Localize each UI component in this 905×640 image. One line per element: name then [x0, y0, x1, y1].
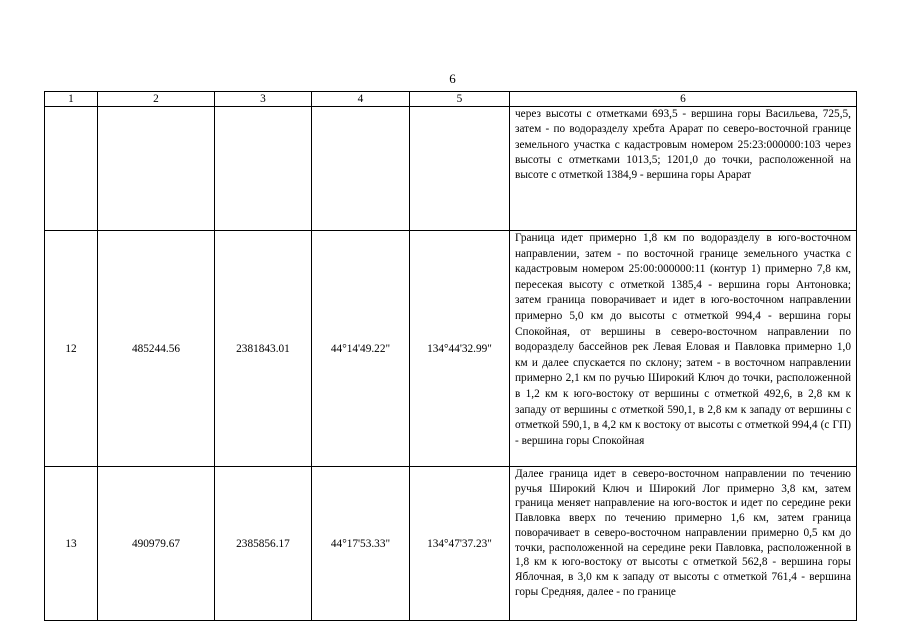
table-row [45, 467, 857, 621]
coordinate-x: 490979.67 [98, 467, 215, 621]
longitude: 134°44'32.99" [410, 231, 510, 467]
point-number: 12 [45, 231, 98, 467]
table-cell [45, 107, 98, 231]
latitude: 44°14'49.22" [312, 231, 410, 467]
coordinate-y: 2381843.01 [215, 231, 312, 467]
table-cell [215, 107, 312, 231]
column-header: 5 [410, 92, 510, 107]
table-cell [312, 107, 410, 231]
longitude: 134°47'37.23" [410, 467, 510, 621]
table-cell [98, 107, 215, 231]
column-header: 2 [98, 92, 215, 107]
column-header: 6 [510, 92, 857, 107]
boundary-coordinates-table [44, 91, 857, 621]
table-header-row [45, 92, 857, 107]
boundary-description: через высоты с отметками 693,5 - вершина горы Васильева, 725,5, затем - по водоразделу хребта Арарат по северо-восточной границе земельного участка с кадастровым номером 25:23:000000:103 через высоты с отметками 1013,5; 1201,0 до точки, расположенной на высоте с отметкой 1384,9 - вершина горы Арарат [510, 107, 857, 231]
boundary-description: Граница идет примерно 1,8 км по водоразделу в юго-восточном направлении, затем - по восточной границе земельного участка с кадастровым номером 25:00:000000:11 (контур 1) примерно 7,8 км, пересекая высоту с отметкой 1385,4 - вершина горы Антоновка; затем граница поворачивает и идет в юго-восточном направлении примерно 5,0 км до высоты с отметкой 994,4 - вершина горы Спокойная, от вершины в северо-восточном направлении по водоразделу бассейнов рек Левая Еловая и Павловка примерно 1,0 км и далее спускается по склону; затем - в восточном направлении примерно 2,1 км по ручью Широкий Ключ до точки, расположенной в 1,2 км к юго-востоку от вершины с отметкой 492,6, в 2,8 км к западу от вершины с отметкой 590,1, в 2,8 км к западу от вершины с отметкой 590,1, в 4,2 км к востоку от высоты с отметкой 994,4 (с ГП) - вершина горы Спокойная [510, 231, 857, 467]
table-row [45, 231, 857, 467]
table-cell [410, 107, 510, 231]
column-header: 1 [45, 92, 98, 107]
boundary-description: Далее граница идет в северо-восточном направлении по течению ручья Широкий Ключ и Широкий Лог примерно 3,8 км, затем граница меняет направление на юго-восток и идет по середине реки Павловка вверх по течению примерно 1,6 км, затем граница поворачивает в северо-восточном направлении примерно 0,5 км до точки, расположенной на середине реки Павловка, расположенной в 1,8 км к юго-востоку от высоты с отметкой 562,8 - вершина горы Яблочная, в 3,0 км к западу от высоты с отметкой 761,4 - вершина горы Средняя, далее - по границе [510, 467, 857, 621]
point-number: 13 [45, 467, 98, 621]
coordinate-y: 2385856.17 [215, 467, 312, 621]
coordinate-x: 485244.56 [98, 231, 215, 467]
table-row-continuation [45, 107, 857, 231]
latitude: 44°17'53.33" [312, 467, 410, 621]
column-header: 3 [215, 92, 312, 107]
page-number: 6 [449, 71, 456, 86]
column-header: 4 [312, 92, 410, 107]
